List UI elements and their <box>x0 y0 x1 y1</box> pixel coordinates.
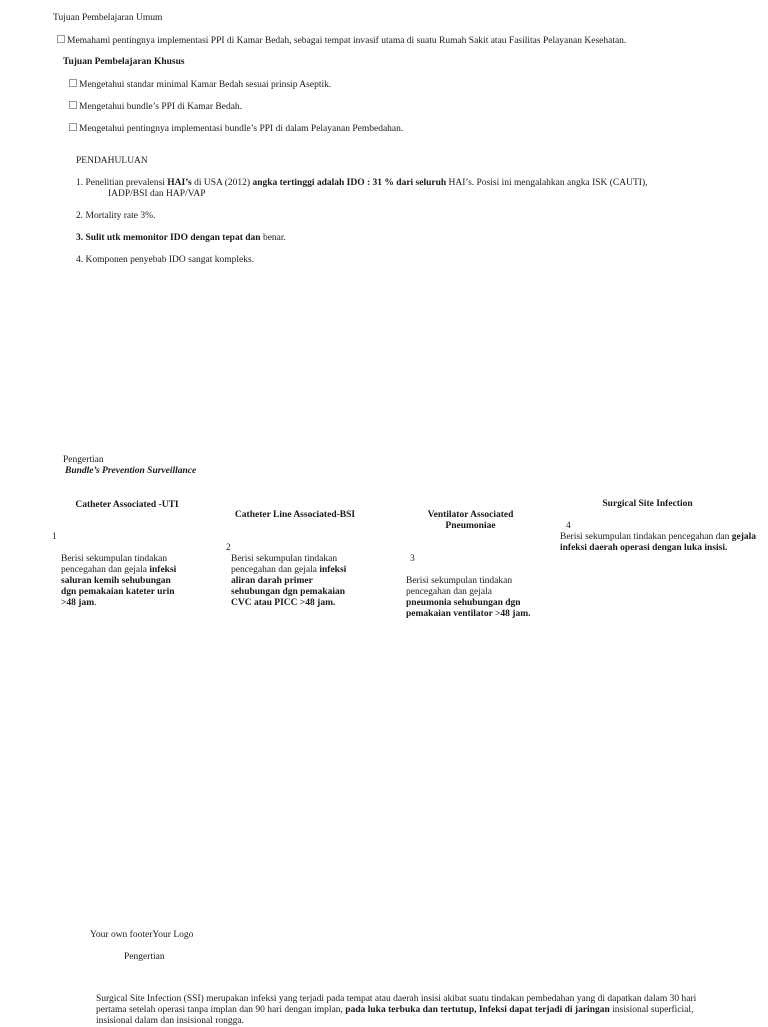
column-number: 2 <box>226 543 231 553</box>
column-number: 3 <box>410 554 415 564</box>
list-number: 1. <box>76 178 84 188</box>
intro-item-3: 3. Sulit utk memonitor IDO dengan tepat dan benar. <box>76 233 286 243</box>
bundle-subheading: Bundle’s Prevention Surveillance <box>65 466 197 476</box>
intro-item-1: 1. Penelitian prevalensi HAI’s di USA (2012) angka tertinggi adalah IDO : 31 % dari seluruh HAI’s. Posisi ini mengalahkan angka ISK (CAUTI), IADP/BSI dan HAP/VAP <box>76 178 676 200</box>
column-title-cauti: Catheter Associated -UTI <box>75 500 179 510</box>
specific-objective-item: Mengetahui bundle’s PPI di Kamar Bedah. <box>69 101 242 113</box>
general-objective-item: Memahami pentingnya implementasi PPI di Kamar Bedah, sebagai tempat invasif utama di suatu Rumah Sakit atau Fasilitas Pelayanan Kesehatan. <box>57 35 747 47</box>
intro-item-4: 4. Komponen penyebab IDO sangat kompleks. <box>76 255 255 265</box>
intro-item-1-continuation: IADP/BSI dan HAP/VAP <box>108 189 206 199</box>
column-title-vap: Ventilator Associated Pneumoniae <box>427 510 514 531</box>
definition-heading-2: Pengertian <box>124 952 165 962</box>
column-number: 4 <box>566 521 571 531</box>
checkbox-bullet-icon <box>57 35 65 43</box>
column-description-clabsi: Berisi sekumpulan tindakan pencegahan dan gejala infeksi aliran darah primer sehubungan dgn pemakaian CVC atau PICC >48 jam. <box>231 554 347 608</box>
general-objective-heading: Tujuan Pembelajaran Umum <box>53 13 163 23</box>
column-title-ssi: Surgical Site Infection <box>602 499 693 509</box>
column-description-cauti: Berisi sekumpulan tindakan pencegahan dan gejala infeksi saluran kemih sehubungan dgn pemakaian kateter urin >48 jam. <box>61 554 177 608</box>
ssi-definition-paragraph: Surgical Site Infection (SSI) merupakan infeksi yang terjadi pada tempat atau daerah insisi akibat suatu tindakan pembedahan yang di dapatkan dalam 30 hari pertama setelah operasi tanpa implan dan 90 hari dengan implan, pada luka terbuka dan tertutup, Infeksi dapat terjadi di jaringan insisional superficial, insisional dalam dan insisional rongga. <box>96 994 697 1026</box>
intro-item-2: 2. Mortality rate 3%. <box>76 211 156 221</box>
list-number: 3. <box>76 233 84 243</box>
specific-objective-heading: Tujuan Pembelajaran Khusus <box>63 57 185 67</box>
list-number: 2. <box>76 211 84 221</box>
slide-footer: Your own footerYour Logo <box>90 930 194 940</box>
specific-objective-item: Mengetahui pentingnya implementasi bundle’s PPI di dalam Pelayanan Pembedahan. <box>69 123 403 135</box>
checkbox-bullet-icon <box>69 79 77 87</box>
column-description-vap: Berisi sekumpulan tindakan pencegahan dan gejala pneumonia sehubungan dgn pemakaian ventilator >48 jam. <box>406 576 531 619</box>
definition-heading: Pengertian <box>63 455 104 465</box>
checkbox-bullet-icon <box>69 123 77 131</box>
list-number: 4. <box>76 255 84 265</box>
column-title-clabsi: Catheter Line Associated-BSI <box>234 510 356 520</box>
checkbox-bullet-icon <box>69 101 77 109</box>
column-description-ssi: Berisi sekumpulan tindakan pencegahan dan gejala infeksi daerah operasi dengan luka insisi. <box>560 532 757 553</box>
intro-heading: PENDAHULUAN <box>76 156 148 166</box>
column-number: 1 <box>52 532 57 542</box>
specific-objective-item: Mengetahui standar minimal Kamar Bedah sesuai prinsip Aseptik. <box>69 79 331 91</box>
